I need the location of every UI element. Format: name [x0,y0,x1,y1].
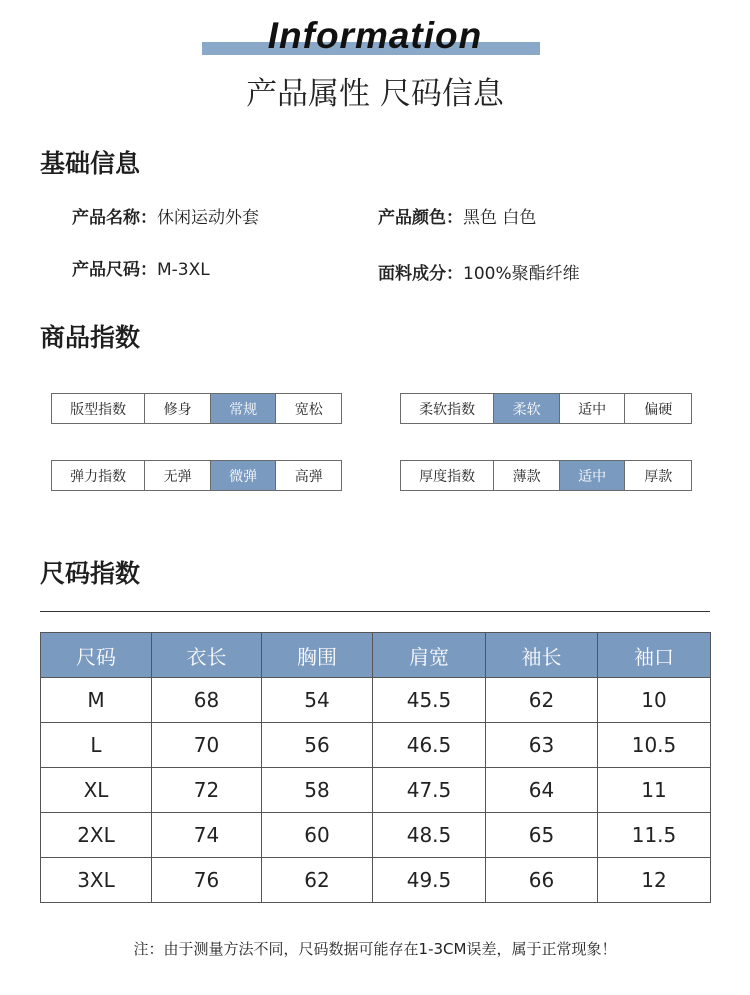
cell-shoulder: 46.5 [373,723,486,768]
product-color [378,206,536,230]
cell-sleeve: 63 [486,723,598,768]
cell-cuff: 10 [598,678,711,723]
cell-length: 74 [152,813,262,858]
cell-chest: 54 [262,678,373,723]
cell-chest: 60 [262,813,373,858]
elasticity-option-none: 无弹 [144,461,210,490]
cell-length: 70 [152,723,262,768]
cell-sleeve: 62 [486,678,598,723]
product-index-heading: 商品指数 [40,323,141,352]
cell-length: 76 [152,858,262,903]
fit-index-label: 版型指数 [70,401,127,418]
elasticity-option-high: 高弹 [275,461,341,490]
product-fabric-value: 100%聚酯纤维 [463,264,580,284]
cell-size: 3XL [41,858,152,903]
product-name-label: 产品名称： [72,208,157,228]
product-name [72,206,259,230]
softness-index-label: 柔软指数 [419,401,476,418]
softness-option-soft-selected: 柔软 [493,394,559,423]
cell-size: 2XL [41,813,152,858]
column-header-sleeve: 袖长 [486,633,598,678]
fit-option-slim: 修身 [144,394,210,423]
cell-cuff: 12 [598,858,711,903]
cell-shoulder: 48.5 [373,813,486,858]
cell-shoulder: 49.5 [373,858,486,903]
page-title: Information [267,15,483,56]
size-chart-heading: 尺码指数 [40,559,141,588]
cell-length: 68 [152,678,262,723]
cell-size: XL [41,768,152,813]
column-header-shoulder: 肩宽 [373,633,486,678]
thickness-index-label: 厚度指数 [419,468,476,485]
column-header-size: 尺码 [41,633,152,678]
cell-cuff: 11.5 [598,813,711,858]
table-row [41,723,711,768]
cell-shoulder: 47.5 [373,768,486,813]
softness-option-hard: 偏硬 [624,394,691,423]
product-color-value: 黑色 白色 [463,208,537,228]
product-size-value: M-3XL [157,260,210,280]
product-fabric [378,262,580,286]
cell-chest: 56 [262,723,373,768]
measurement-note: 注：由于测量方法不同，尺码数据可能存在1-3CM误差，属于正常现象！ [133,940,617,958]
cell-size: L [41,723,152,768]
cell-sleeve: 64 [486,768,598,813]
product-size [72,258,210,282]
basic-info-heading: 基础信息 [40,149,141,178]
table-row [41,858,711,903]
elasticity-option-slight-selected: 微弹 [210,461,276,490]
table-row [41,678,711,723]
cell-sleeve: 66 [486,858,598,903]
elasticity-index [51,460,342,491]
table-row [41,768,711,813]
thickness-option-thick: 厚款 [624,461,691,490]
cell-size: M [41,678,152,723]
thickness-index [400,460,692,491]
cell-cuff: 10.5 [598,723,711,768]
column-header-chest: 胸围 [262,633,373,678]
cell-cuff: 11 [598,768,711,813]
thickness-option-medium-selected: 适中 [559,461,625,490]
product-color-label: 产品颜色： [378,208,463,228]
product-fabric-label: 面料成分： [378,264,463,284]
thickness-option-thin: 薄款 [493,461,559,490]
section-divider [40,611,710,612]
page-subtitle: 产品属性 尺码信息 [246,76,504,112]
cell-chest: 58 [262,768,373,813]
elasticity-index-label: 弹力指数 [70,468,127,485]
cell-sleeve: 65 [486,813,598,858]
size-table-header-row [41,633,711,678]
cell-shoulder: 45.5 [373,678,486,723]
softness-option-medium: 适中 [559,394,625,423]
softness-index [400,393,692,424]
column-header-cuff: 袖口 [598,633,711,678]
column-header-length: 衣长 [152,633,262,678]
fit-option-regular-selected: 常规 [210,394,276,423]
cell-length: 72 [152,768,262,813]
size-table [40,632,711,903]
fit-index [51,393,342,424]
product-name-value: 休闲运动外套 [157,208,259,228]
fit-option-loose: 宽松 [275,394,341,423]
table-row [41,813,711,858]
product-size-label: 产品尺码： [72,260,157,280]
cell-chest: 62 [262,858,373,903]
